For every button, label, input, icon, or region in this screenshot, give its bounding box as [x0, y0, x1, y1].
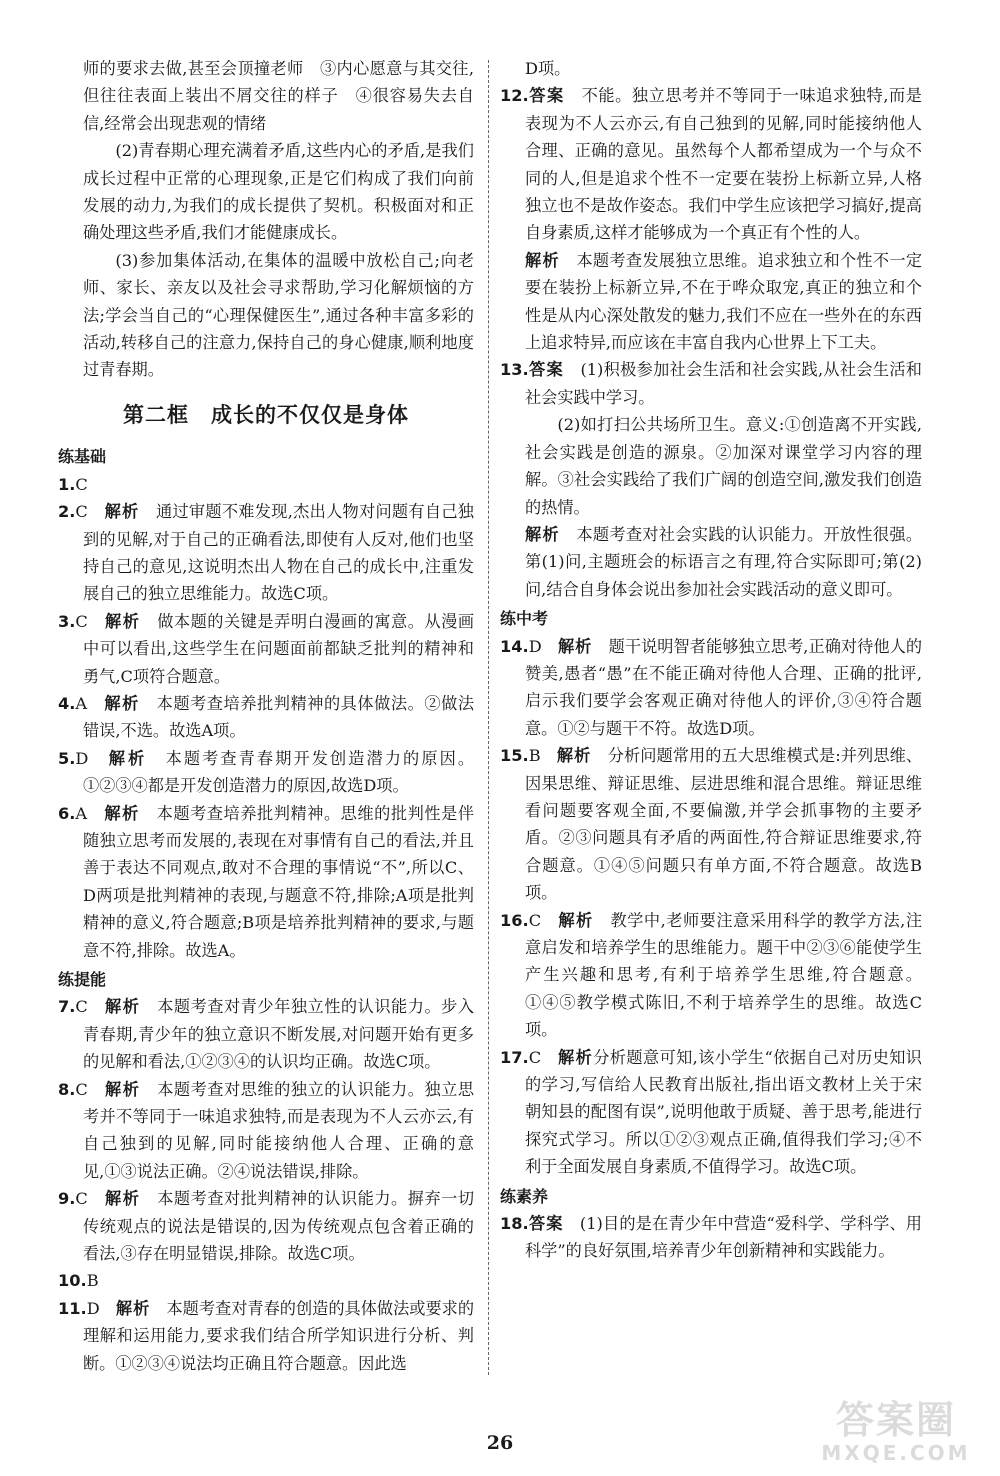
right-column [500, 55, 922, 1265]
watermark-text: 答案圈 [835, 1398, 956, 1442]
analysis-label: 解析 [105, 1189, 141, 1209]
analysis-text: 本题考查对思维的独立的认识能力。独立思考并不等同于一味追求独特,而是表现为不人云亦云,有自己独到的见解,同时能接纳他人合理、正确的意见,①③说法正确。②④说法错误,排除。 [83, 1079, 475, 1181]
answer-letter: C [528, 1047, 542, 1067]
question-2 [58, 498, 474, 608]
analysis-label: 解析 [104, 502, 140, 522]
analysis-label: 解析 [105, 1079, 141, 1099]
question-12-analysis [500, 247, 922, 357]
answer-letter: C [75, 997, 88, 1017]
analysis-text: 本题考查对社会实践的认识能力。开放性很强。第(1)问,主题班会的标语言之有理,符合实际即可;第(2)问,结合自身体会说出参加社会实践活动的意义即可。 [525, 524, 923, 599]
answer-letter: C [528, 910, 542, 930]
answer-label: 答案 [528, 360, 564, 380]
question-number: 16. [500, 910, 529, 930]
question-11 [58, 1295, 474, 1377]
question-number: 13. [500, 360, 529, 380]
analysis-text: 本题考查培养批判精神的具体做法。②做法错误,不选。故选A项。 [83, 693, 475, 741]
answer-text: 不能。独立思考并不等同于一味追求独特,而是表现为不人云亦云,有自己独到的见解,同时能接纳他人合理、正确的意见。虽然每个人都希望成为一个与众不同的人,但是追求个性不一定要在装扮上标新立异,人格独立也不是故作姿态。我们中学生应该把学习搞好,提高自身素质,这样才能够成为一个真正有个性的人。 [525, 86, 922, 243]
answer-letter: C [75, 611, 88, 631]
question-1 [58, 471, 474, 498]
paragraph-2: (2)青春期心理充满着矛盾,这些内心的矛盾,是我们成长过程中正常的心理现象,正是它们构成了我们向前发展的动力,为我们的成长提供了契机。积极面对和正确处理这些矛盾,我们才能健康成长。 [83, 141, 474, 243]
question-10 [58, 1267, 474, 1294]
analysis-text: 本题考查对青春的创造的具体做法或要求的理解和运用能力,要求我们结合所学知识进行分析、判断。①②③④说法均正确且符合题意。因此选 [83, 1298, 475, 1373]
question-4 [58, 690, 474, 745]
question-13-part-2: (2)如打扫公共场所卫生。意义:①创造离不开实践,社会实践是创造的源泉。②加深对课堂学习内容的理解。③社会实践给了我们广阔的创造空间,激发我们创造的热情。 [525, 415, 922, 517]
question-number: 6. [58, 803, 76, 823]
section-heading-jichu: 练基础 [58, 447, 107, 467]
question-number: 12. [500, 86, 529, 106]
question-6 [58, 800, 474, 964]
question-number: 7. [58, 997, 76, 1017]
question-11-continued: D项。 [525, 59, 571, 78]
analysis-label: 解析 [105, 997, 141, 1017]
analysis-label: 解析 [558, 910, 594, 930]
analysis-text: 教学中,老师要注意采用科学的教学方法,注意启发和培养学生的思维能力。题干中②③⑥能使学生产生兴趣和思考,有利于培养学生思维,符合题意。①④⑤教学模式陈旧,不利于培养学生的思维。故选C项。 [525, 910, 923, 1040]
analysis-text: 题干说明智者能够独立思考,正确对待他人的赞美,愚者“愚”在不能正确对待他人合理、正确的批评,启示我们要学会客观正确对待他人的评价,③④符合题意。①②与题干不符。故选D项。 [525, 636, 923, 738]
analysis-label: 解析 [525, 250, 560, 270]
analysis-label: 解析 [105, 611, 141, 631]
answer-letter: D [75, 748, 89, 768]
question-13-analysis [500, 521, 922, 603]
analysis-label: 解析 [104, 693, 140, 713]
question-number: 8. [58, 1079, 76, 1099]
analysis-label: 解析 [115, 1298, 151, 1318]
answer-label: 答案 [528, 86, 565, 106]
section-heading-zhongkao: 练中考 [500, 609, 549, 629]
analysis-text: 本题考查对青少年独立性的认识能力。步入青春期,青少年的独立意识不断发展,对问题开始有更多的见解和看法,①②③④的认识均正确。故选C项。 [83, 997, 475, 1072]
analysis-text: 本题考查发展独立思维。追求独立和个性不一定要在装扮上标新立异,不在于哗众取宠,真正的独立和个性是从内心深处散发的魅力,我们不应在一些外在的东西上追求特异,而应该在丰富自我内心世界上下工夫。 [525, 250, 923, 353]
analysis-text: 做本题的关键是弄明白漫画的寓意。从漫画中可以看出,这些学生在问题面前都缺乏批判的精神和勇气,C项符合题意。 [83, 611, 475, 686]
question-number: 11. [58, 1298, 87, 1318]
answer-letter: A [75, 803, 88, 823]
question-5 [58, 745, 474, 800]
answer-letter: B [528, 746, 541, 766]
question-number: 3. [58, 611, 76, 631]
analysis-text: 本题考查培养批判精神。思维的批判性是伴随独立思考而发展的,表现在对事情有自己的看法,并且善于表达不同观点,敢对不合理的事情说“不”,所以C、D两项是批判精神的表现,与题意不符,排除;A项是批判精神的意义,符合题意;B项是培养批判精神的要求,与题意不符,排除。故选A。 [83, 803, 475, 960]
answer-text: (1)目的是在青少年中营造“爱科学、学科学、用科学”的良好氛围,培养青少年创新精神和实践能力。 [525, 1214, 922, 1261]
analysis-label: 解析 [525, 524, 560, 544]
answer-label: 答案 [528, 1214, 564, 1234]
column-divider [488, 60, 489, 1375]
question-8 [58, 1076, 474, 1186]
question-number: 15. [500, 746, 529, 766]
analysis-text: 分析题意可知,该小学生“依据自己对历史知识的学习,写信给人民教育出版社,指出语文教材上关于宋朝知县的配图有误”,说明他敢于质疑、善于思考,能进行探究式学习。所以①②③观点正确,值得我们学习;④不利于全面发展自身素质,不值得学习。故选C项。 [525, 1047, 922, 1177]
page-number: 26 [486, 1432, 514, 1454]
question-12 [500, 82, 922, 246]
analysis-text: 本题考查青春期开发创造潜力的原因。①②③④都是开发创造潜力的原因,故选D项。 [83, 748, 475, 796]
paragraph-3: (3)参加集体活动,在集体的温暖中放松自己;向老师、家长、亲友以及社会寻求帮助,学习化解烦恼的方法;学会当自己的“心理保健医生”,通过各种丰富多彩的活动,转移自己的注意力,保持自己的身心健康,顺利地度过青春期。 [83, 250, 474, 380]
answer-letter: D [86, 1298, 100, 1318]
question-number: 9. [58, 1189, 76, 1209]
answer-letter: D [528, 636, 542, 656]
analysis-label: 解析 [108, 748, 148, 768]
intro-text: 师的要求去做,甚至会顶撞老师 ③内心愿意与其交往,但往往表面上装出不屑交往的样子 ④很容易失去自信,经常会出现悲观的情绪 [83, 59, 474, 133]
question-17 [500, 1044, 922, 1181]
analysis-text: 通过审题不难发现,杰出人物对问题有自己独到的见解,对于自己的正确看法,即使有人反对,他们也坚持自己的意见,这说明杰出人物在自己的成长中,注重发展自己的独立思维能力。故选C项。 [83, 502, 474, 604]
question-13 [500, 356, 922, 411]
question-number: 18. [500, 1214, 529, 1234]
question-3 [58, 608, 474, 690]
analysis-label: 解析 [558, 1047, 594, 1067]
question-number: 17. [500, 1047, 529, 1067]
watermark-url: MXQE.COM [821, 1441, 971, 1465]
question-15 [500, 742, 922, 906]
answer-letter: B [86, 1271, 99, 1291]
answer-letter: A [75, 693, 88, 713]
question-14 [500, 633, 922, 743]
question-9 [58, 1185, 474, 1267]
question-16 [500, 907, 922, 1044]
question-number: 4. [58, 693, 76, 713]
answer-letter: C [75, 1079, 88, 1099]
watermark-logo [806, 1398, 986, 1468]
answer-letter: C [75, 474, 88, 494]
question-number: 5. [58, 748, 76, 768]
frame-title: 第二框 成长的不仅仅是身体 [123, 402, 409, 427]
answer-letter: C [75, 502, 88, 522]
section-heading-tineng: 练提能 [58, 970, 107, 989]
question-number: 14. [500, 636, 529, 656]
question-number: 2. [58, 502, 76, 522]
section-heading-suyang: 练素养 [500, 1186, 549, 1206]
analysis-text: 本题考查对批判精神的认识能力。摒弃一切传统观点的说法是错误的,因为传统观点包含着正确的看法,③存在明显错误,排除。故选C项。 [83, 1189, 475, 1264]
answer-letter: C [75, 1189, 88, 1209]
answer-part-1: (1)积极参加社会生活和社会实践,从社会生活和社会实践中学习。 [525, 360, 922, 407]
analysis-label: 解析 [104, 803, 140, 823]
question-number: 10. [58, 1271, 87, 1291]
question-number: 1. [58, 474, 76, 494]
left-column [58, 55, 474, 1377]
question-7 [58, 993, 474, 1075]
analysis-label: 解析 [556, 746, 592, 766]
analysis-text: 分析问题常用的五大思维模式是:并列思维、因果思维、辩证思维、层进思维和混合思维。辩证思维看问题要客观全面,不要偏激,并学会抓事物的主要矛盾。②③问题具有矛盾的两面性,符合辩证思维要求,符合题意。①④⑤问题只有单方面,不符合题意。故选B项。 [525, 746, 923, 903]
analysis-label: 解析 [557, 636, 593, 656]
question-18 [500, 1210, 922, 1265]
